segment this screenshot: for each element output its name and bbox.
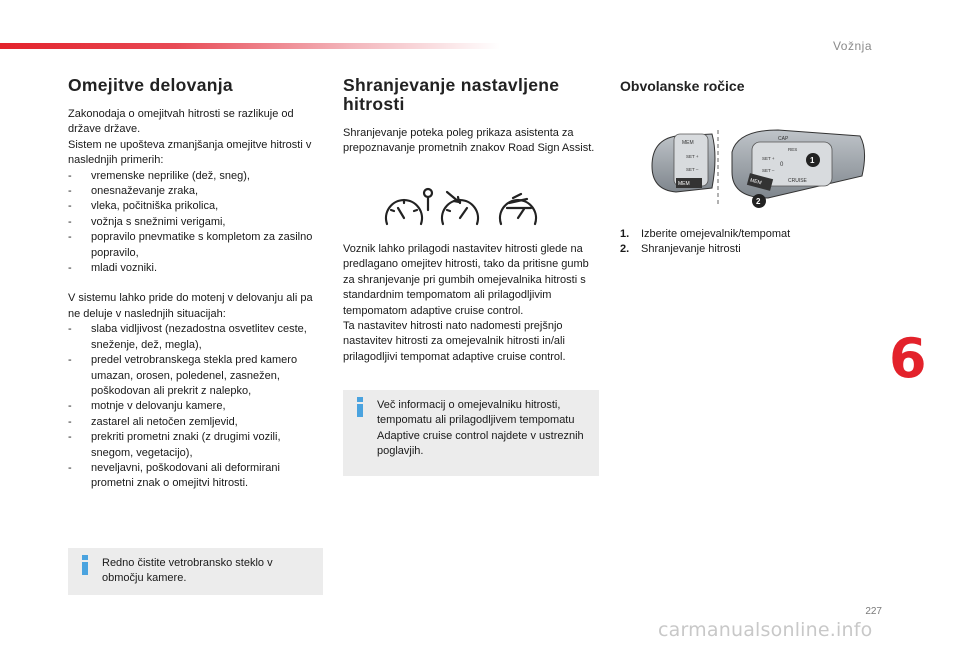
memorise-para-1: Shranjevanje poteka poleg prikaza asistenta za prepoznavanje prometnih znakov Road Sign Assist.	[343, 127, 595, 155]
legend-item	[620, 242, 870, 257]
legend-text: Izberite omejevalnik/tempomat	[641, 228, 791, 240]
legend-number: 2.	[620, 243, 630, 256]
info-box-more-info	[343, 390, 599, 476]
info-text: Redno čistite vetrobransko steklo v območju kamere.	[102, 557, 273, 585]
watermark: carmanualsonline.info	[658, 619, 873, 641]
list-item: - vožnja s snežnimi verigami,	[68, 215, 324, 230]
legend-item	[620, 227, 870, 242]
info-box-camera	[68, 548, 323, 595]
list-item: - slaba vidljivost (nezadostna osvetlitev ceste, sneženje, dež, megla),	[68, 322, 324, 353]
limitations-intro-1: Zakonodaja o omejitvah hitrosti se razlikuje od države države.	[68, 108, 294, 136]
lever-label: MEM	[678, 181, 690, 187]
chapter-number: 6	[889, 327, 927, 390]
callout-number: 2	[756, 197, 761, 206]
list-item: - onesnaževanje zraka,	[68, 184, 324, 199]
lever-label: SET –	[762, 168, 775, 173]
lever-label: MEM	[749, 177, 763, 187]
lever-label: SET –	[686, 167, 699, 172]
header-gradient-bar	[0, 43, 500, 49]
page-number: 227	[865, 606, 882, 617]
info-icon	[78, 554, 92, 576]
limitations-list-2	[68, 322, 324, 491]
column-steering-controls	[620, 78, 870, 104]
limitations-para-2: V sistemu lahko pride do motenj v delovanju ali pa ne deluje v naslednjih situacijah:	[68, 292, 313, 320]
callout-number: 1	[810, 156, 815, 165]
controls-legend	[620, 227, 870, 257]
speed-indicator-icons	[381, 186, 541, 230]
lever-label: CAP	[778, 136, 789, 142]
list-item: - zastarel ali netočen zemljevid,	[68, 415, 324, 430]
column-limitations	[68, 76, 324, 492]
lever-label: SET +	[762, 156, 775, 161]
info-text: Več informacij o omejevalniku hitrosti, tempomatu ali prilagodljivem tempomatu Adaptive cruise control najdete v ustreznih poglavjih.	[377, 399, 584, 458]
limitations-intro-2: Sistem ne upošteva zmanjšanja omejitve hitrosti v naslednjih primerih:	[68, 138, 312, 167]
lever-label: RES	[788, 147, 798, 152]
info-icon	[353, 396, 367, 418]
lever-label: 0	[780, 162, 784, 168]
memorise-para-3: Ta nastavitev hitrosti nato nadomesti prejšnjo nastavitev hitrosti za omejevalnik hitrosti in/ali prilagodljivi tempomat adaptive cruise control.	[343, 320, 566, 363]
limitations-heading: Omejitve delovanja	[68, 75, 233, 95]
speedometer-limiter-icon	[386, 189, 432, 224]
list-item: - mladi vozniki.	[68, 261, 324, 276]
list-item: - popravilo pnevmatike s kompletom za zasilno popravilo,	[68, 230, 324, 261]
spacer	[68, 276, 324, 291]
memorise-heading: Shranjevanje nastavljene hitrosti	[343, 75, 560, 114]
lever-label: SET +	[686, 154, 699, 159]
speedometer-cruise-icon	[442, 192, 478, 224]
speedometer-adaptive-cruise-icon	[500, 194, 536, 224]
column-memorise-speed	[343, 76, 599, 157]
legend-number: 1.	[620, 228, 630, 240]
list-item: - predel vetrobranskega stekla pred kamero umazan, orosen, poledenel, zasnežen, poškodovan ali prekrit z nalepko,	[68, 353, 324, 399]
legend-text: Shranjevanje hitrosti	[641, 243, 741, 256]
list-item: - motnje v delovanju kamere,	[68, 399, 324, 414]
steering-lever-illustration	[648, 126, 870, 210]
list-item: - vremenske neprilike (dež, sneg),	[68, 169, 324, 184]
list-item: - neveljavni, poškodovani ali deformirani prometni znak o omejitvi hitrosti.	[68, 461, 324, 492]
list-item: - prekriti prometni znaki (z drugimi vozili, snegom, vegetacijo),	[68, 430, 324, 461]
steering-controls-heading: Obvolanske ročice	[620, 78, 745, 94]
section-title: Vožnja	[832, 39, 872, 53]
list-item: - vleka, počitniška prikolica,	[68, 199, 324, 214]
memorise-para-2: Voznik lahko prilagodi nastavitev hitrosti glede na predlagano omejitev hitrosti, tako da pritisne gumb za shranjevanje pri gumbih omejevalnika hitrosti s standardnim tempomatom ali prilagodljivim tempomatom adaptive cruise control.	[343, 243, 589, 317]
column-memorise-speed-body	[343, 242, 599, 365]
lever-label: CRUISE	[788, 178, 807, 184]
lever-label: MEM	[682, 140, 694, 146]
limitations-list-1	[68, 169, 324, 277]
